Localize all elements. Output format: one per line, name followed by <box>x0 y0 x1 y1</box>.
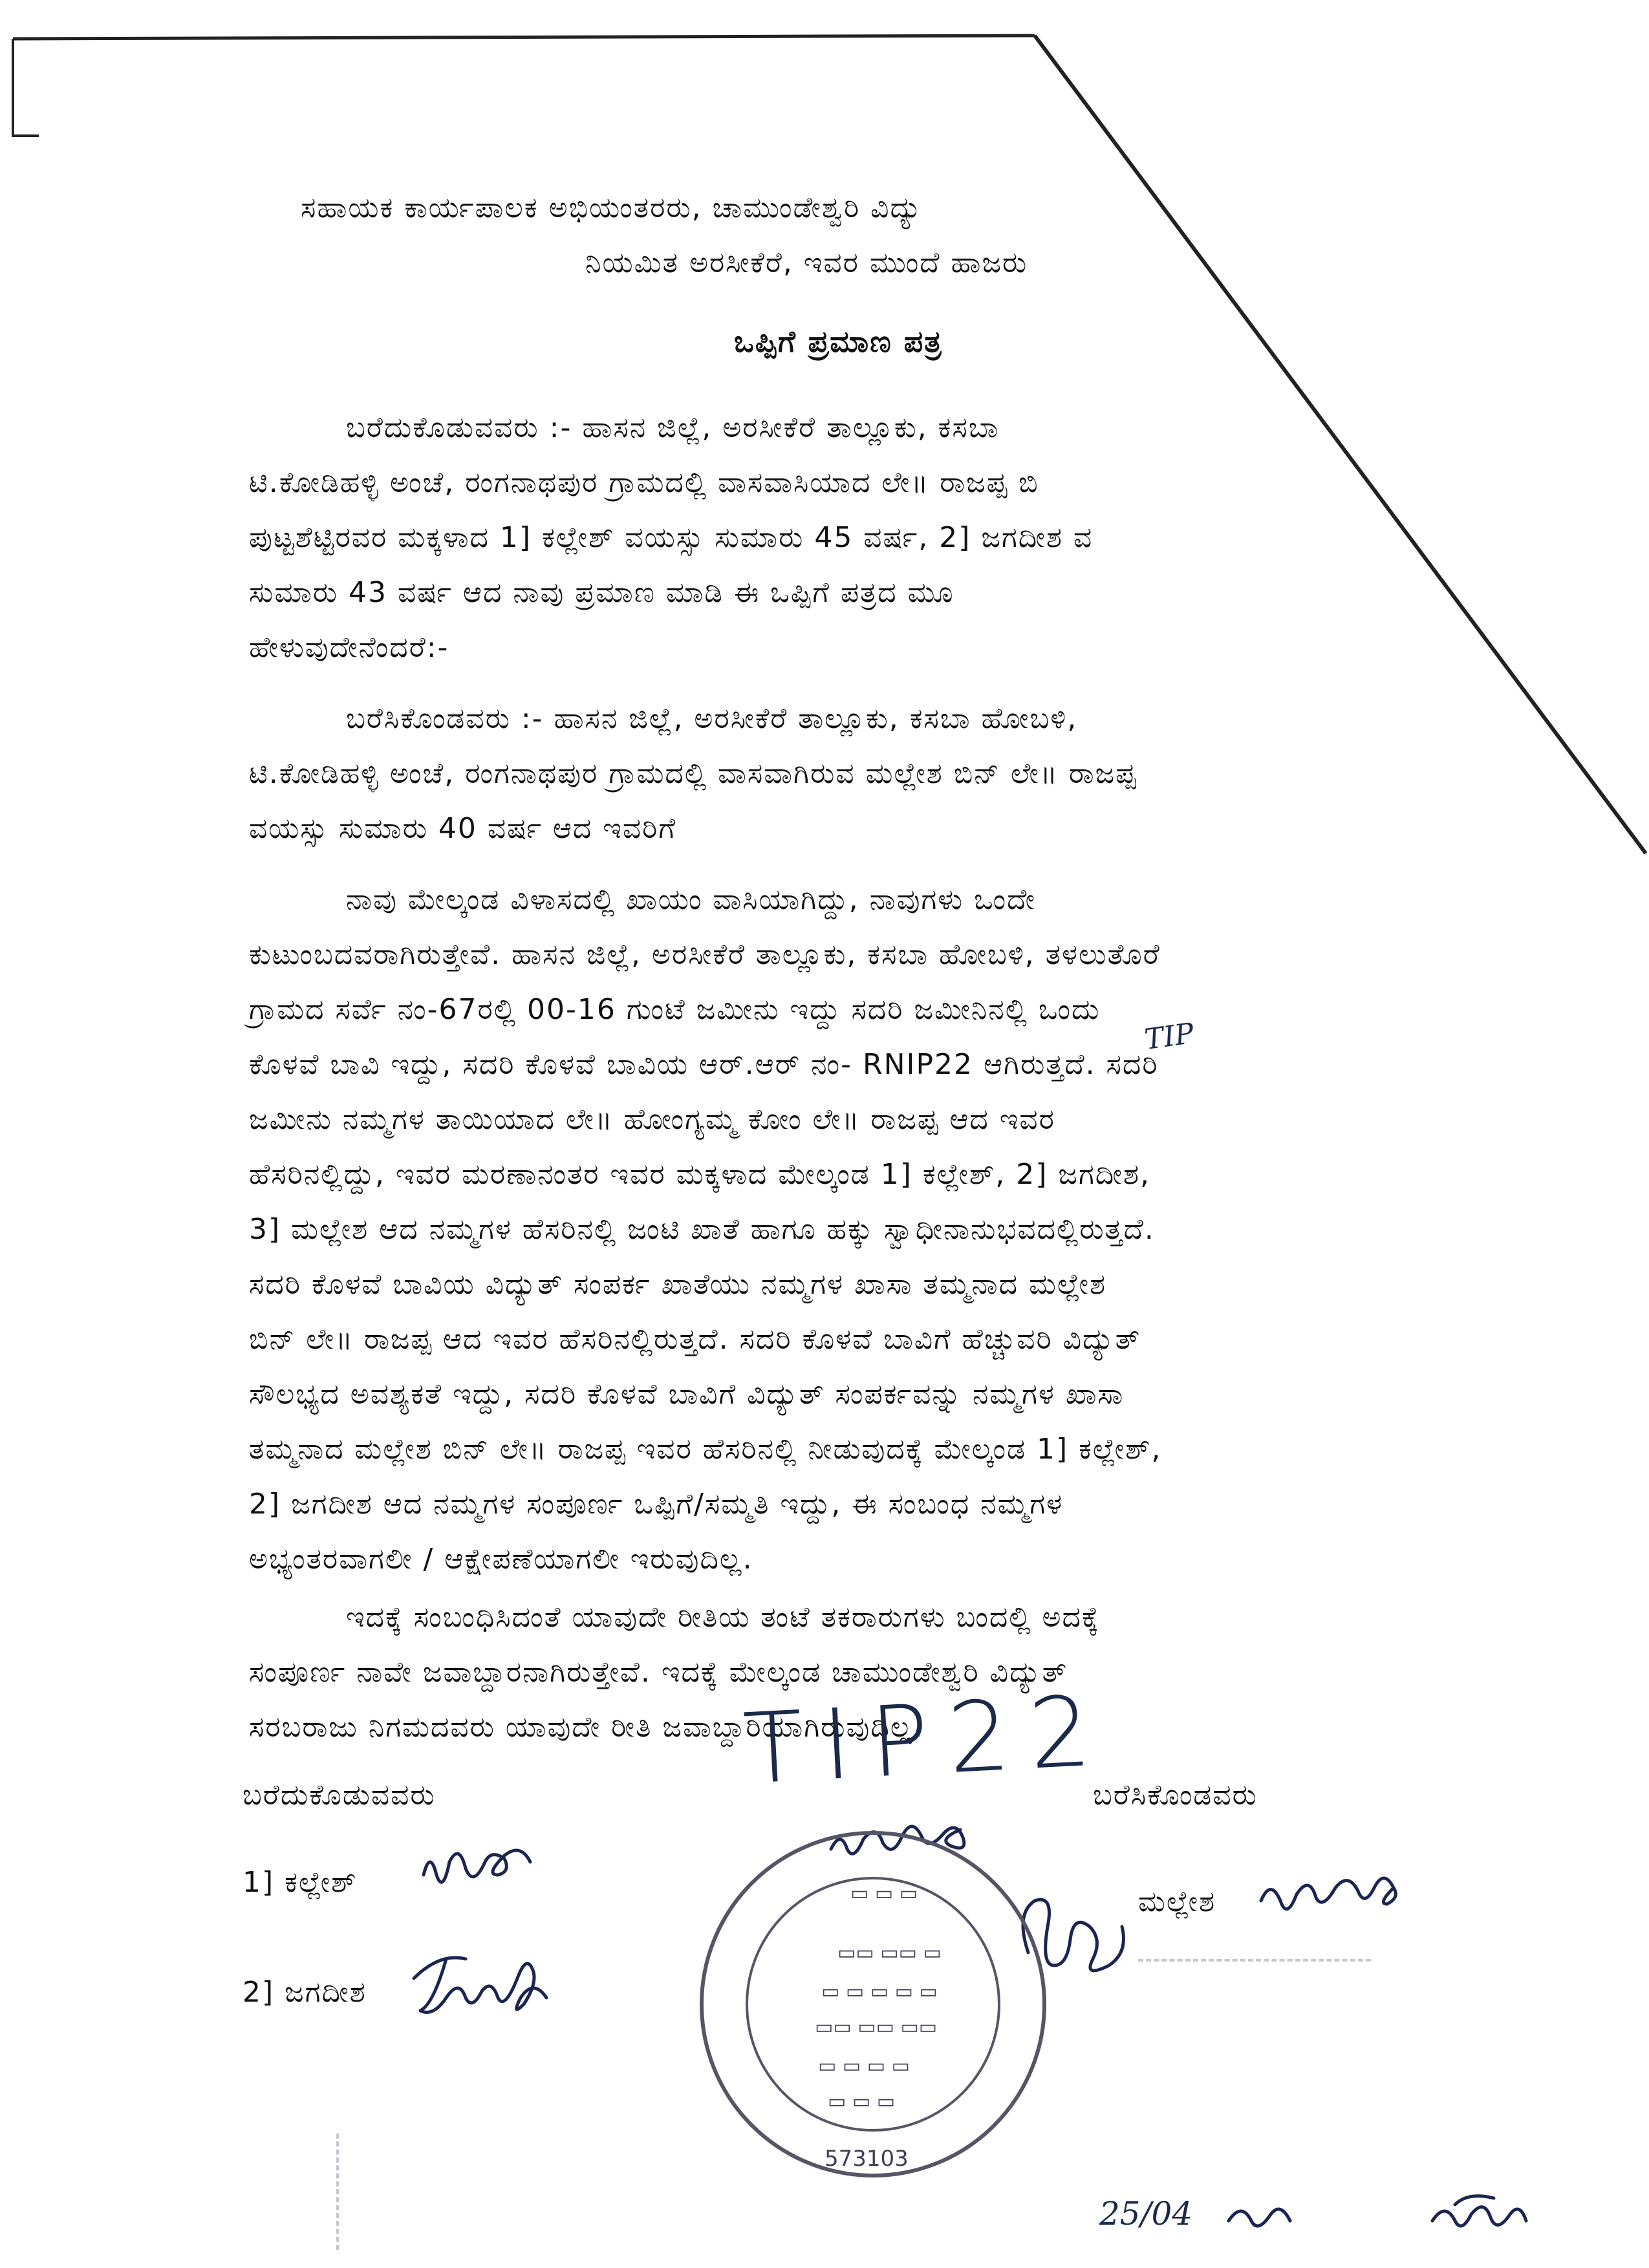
para3-line-6: ಹೆಸರಿನಲ್ಲಿದ್ದು, ಇವರ ಮರಣಾನಂತರ ಇವರ ಮಕ್ಕಳಾದ ಮೇಲ್ಕಂಡ 1] ಕಲ್ಲೇಶ್, 2] ಜಗದೀಶ, <box>249 1158 1150 1191</box>
right-signature-heading: ಬರೆಸಿಕೊಂಡವರು <box>1093 1779 1258 1812</box>
stamp-line-4: ▭▭ ▭▭ ▭▭ <box>815 2016 938 2038</box>
para1-line-3: ಪುಟ್ಟಶೆಟ್ಟಿರವರ ಮಕ್ಕಳಾದ 1] ಕಲ್ಲೇಶ್ ವಯಸ್ಸು ಸುಮಾರು 45 ವರ್ಷ, 2] ಜಗದೀಶ ವ <box>249 521 1094 554</box>
para1-line-4: ಸುಮಾರು 43 ವರ್ಷ ಆದ ನಾವು ಪ್ರಮಾಣ ಮಾಡಿ ಈ ಒಪ್ಪಿಗೆ ಪತ್ರದ ಮೂ <box>249 576 954 609</box>
stamp-line-6: ▭ ▭ ▭ <box>828 2090 896 2113</box>
signer-1-signature <box>424 1850 530 1882</box>
signer-3-signature <box>1261 1878 1396 1909</box>
para3-line-5: ಜಮೀನು ನಮ್ಮಗಳ ತಾಯಿಯಾದ ಲೇ॥ ಹೋಂಗ್ಯಮ್ಮ ಕೋಂ ಲೇ॥ ರಾಜಪ್ಪ ಆದ ಇವರ <box>249 1103 1055 1136</box>
page-title: ಒಪ್ಪಿಗೆ ಪ್ರಮಾಣ ಪತ್ರ <box>734 324 943 359</box>
official-seal <box>692 1823 1054 2185</box>
para2-line-2: ಟಿ.ಕೋಡಿಹಳ್ಳಿ ಅಂಚೆ, ರಂಗನಾಥಪುರ ಗ್ರಾಮದಲ್ಲಿ ವಾಸವಾಗಿರುವ ಮಲ್ಲೇಶ ಬಿನ್ ಲೇ॥ ರಾಜಪ್ಪ <box>249 757 1137 790</box>
signer-1-label: 1] ಕಲ್ಲೇಶ್ <box>242 1866 358 1899</box>
para3-line-1: ನಾವು ಮೇಲ್ಕಂಡ ವಿಳಾಸದಲ್ಲಿ ಖಾಯಂ ವಾಸಿಯಾಗಿದ್ದು, ನಾವುಗಳು ಒಂದೇ <box>346 883 1037 916</box>
stamp-line-1: ▭ ▭ ▭ <box>850 1882 918 1905</box>
stamp-line-5: ▭ ▭ ▭ ▭ <box>818 2055 910 2077</box>
para3-line-3: ಗ್ರಾಮದ ಸರ್ವೆ ನಂ-67ರಲ್ಲಿ 00-16 ಗುಂಟೆ ಜಮೀನು ಇದ್ದು ಸದರಿ ಜಮೀನಿನಲ್ಲಿ ಒಂದು <box>249 993 1101 1026</box>
bottom-scribble <box>1229 2209 1290 2226</box>
para4-line-3: ಸರಬರಾಜು ನಿಗಮದವರು ಯಾವುದೇ ರೀತಿ ಜವಾಬ್ದಾರಿಯಾಗಿರುವುದಿಲ್ಲ. <box>249 1711 924 1744</box>
para2-line-3: ವಯಸ್ಸು ಸುಮಾರು 40 ವರ್ಷ ಆದ ಇವರಿಗೆ <box>249 812 676 845</box>
stamp-number: 573103 <box>824 2146 909 2172</box>
para3-line-8: ಸದರಿ ಕೊಳವೆ ಬಾವಿಯ ವಿದ್ಯುತ್ ಸಂಪರ್ಕ ಖಾತೆಯು ನಮ್ಮಗಳ ಖಾಸಾ ತಮ್ಮನಾದ ಮಲ್ಲೇಶ <box>249 1268 1107 1301</box>
para3-line-13: ಅಭ್ಯಂತರವಾಗಲೀ / ಆಕ್ಷೇಪಣೆಯಾಗಲೀ ಇರುವುದಿಲ್ಲ. <box>249 1543 753 1576</box>
header-line-2: ನಿಯಮಿತ ಅರಸೀಕೆರೆ, ಇವರ ಮುಂದೆ ಹಾಜರು <box>585 246 1028 279</box>
office-stamp-left <box>336 2134 507 2250</box>
handwritten-tip-note: TIP <box>1142 1016 1196 1057</box>
para3-line-12: 2] ಜಗದೀಶ ಆದ ನಮ್ಮಗಳ ಸಂಪೂರ್ಣ ಒಪ್ಪಿಗೆ/ಸಮ್ಮತಿ ಇದ್ದು, ಈ ಸಂಬಂಧ ನಮ್ಮಗಳ <box>249 1488 1064 1521</box>
para1-line-1: ಬರೆದುಕೊಡುವವರು :- ಹಾಸನ ಜಿಲ್ಲೆ, ಅರಸೀಕೆರೆ ತಾಲ್ಲೂಕು, ಕಸಬಾ <box>346 411 1000 444</box>
para3-line-2: ಕುಟುಂಬದವರಾಗಿರುತ್ತೇವೆ. ಹಾಸನ ಜಿಲ್ಲೆ, ಅರಸೀಕೆರೆ ತಾಲ್ಲೂಕು, ಕಸಬಾ ಹೋಬಳಿ, ತಳಲುತೊರೆ <box>249 938 1161 971</box>
para3-line-10: ಸೌಲಭ್ಯದ ಅವಶ್ಯಕತೆ ಇದ್ದು, ಸದರಿ ಕೊಳವೆ ಬಾವಿಗೆ ವಿದ್ಯುತ್ ಸಂಪರ್ಕವನ್ನು ನಮ್ಮಗಳ ಖಾಸಾ <box>249 1378 1125 1411</box>
para2-line-1: ಬರೆಸಿಕೊಂಡವರು :- ಹಾಸನ ಜಿಲ್ಲೆ, ಅರಸೀಕೆರೆ ತಾಲ್ಲೂಕು, ಕಸಬಾ ಹೋಬಳಿ, <box>346 702 1078 735</box>
para4-line-2: ಸಂಪೂರ್ಣ ನಾವೇ ಜವಾಬ್ದಾರನಾಗಿರುತ್ತೇವೆ. ಇದಕ್ಕೆ ಮೇಲ್ಕಂಡ ಚಾಮುಂಡೇಶ್ವರಿ ವಿದ್ಯುತ್ <box>249 1656 1068 1689</box>
para1-line-2: ಟಿ.ಕೋಡಿಹಳ್ಳಿ ಅಂಚೆ, ರಂಗನಾಥಪುರ ಗ್ರಾಮದಲ್ಲಿ ವಾಸವಾಸಿಯಾದ ಲೇ॥ ರಾಜಪ್ಪ ಬಿ <box>249 466 1039 499</box>
office-stamp-right <box>1138 1959 1371 2110</box>
para3-line-4: ಕೊಳವೆ ಬಾವಿ ಇದ್ದು, ಸದರಿ ಕೊಳವೆ ಬಾವಿಯ ಆರ್.ಆರ್ ನಂ- RNIP22 ಆಗಿರುತ್ತದೆ. ಸದರಿ <box>249 1048 1159 1081</box>
signer-3-label: ಮಲ್ಲೇಶ <box>1138 1885 1216 1918</box>
header-line-1: ಸಹಾಯಕ ಕಾರ್ಯಪಾಲಕ ಅಭಿಯಂತರರು, ಚಾಮುಂಡೇಶ್ವರಿ ವಿದ್ಯು <box>301 191 923 224</box>
para3-line-9: ಬಿನ್ ಲೇ॥ ರಾಜಪ್ಪ ಆದ ಇವರ ಹೆಸರಿನಲ್ಲಿರುತ್ತದೆ. ಸದರಿ ಕೊಳವೆ ಬಾವಿಗೆ ಹೆಚ್ಚುವರಿ ವಿದ್ಯುತ್ <box>249 1323 1141 1356</box>
left-signature-heading: ಬರೆದುಕೊಡುವವರು <box>242 1779 436 1812</box>
handwritten-code: TIP22 <box>740 1674 1114 1806</box>
bottom-right-signature <box>1432 2196 1526 2226</box>
para1-line-5: ಹೇಳುವುದೇನೆಂದರೆ:- <box>249 631 449 664</box>
signer-2-signature <box>414 1958 546 2013</box>
handwritten-date: 25/04 <box>1099 2195 1193 2232</box>
para3-line-11: ತಮ್ಮನಾದ ಮಲ್ಲೇಶ ಬಿನ್ ಲೇ॥ ರಾಜಪ್ಪ ಇವರ ಹೆಸರಿನಲ್ಲಿ ನೀಡುವುದಕ್ಕೆ ಮೇಲ್ಕಂಡ 1] ಕಲ್ಲೇಶ್, <box>249 1433 1162 1466</box>
para4-line-1: ಇದಕ್ಕೆ ಸಂಬಂಧಿಸಿದಂತೆ ಯಾವುದೇ ರೀತಿಯ ತಂಟೆ ತಕರಾರುಗಳು ಬಂದಲ್ಲಿ ಅದಕ್ಕೆ <box>346 1601 1100 1634</box>
signer-2-label: 2] ಜಗದೀಶ <box>242 1976 367 2009</box>
para3-line-7: 3] ಮಲ್ಲೇಶ ಆದ ನಮ್ಮಗಳ ಹೆಸರಿನಲ್ಲಿ ಜಂಟಿ ಖಾತೆ ಹಾಗೂ ಹಕ್ಕು ಸ್ವಾಧೀನಾನುಭವದಲ್ಲಿರುತ್ತದೆ. <box>249 1213 1155 1246</box>
stamp-line-2: ▭▭ ▭▭ ▭ <box>837 1942 942 1964</box>
stamp-line-3: ▭ ▭ ▭ ▭ ▭ <box>821 1980 938 2003</box>
